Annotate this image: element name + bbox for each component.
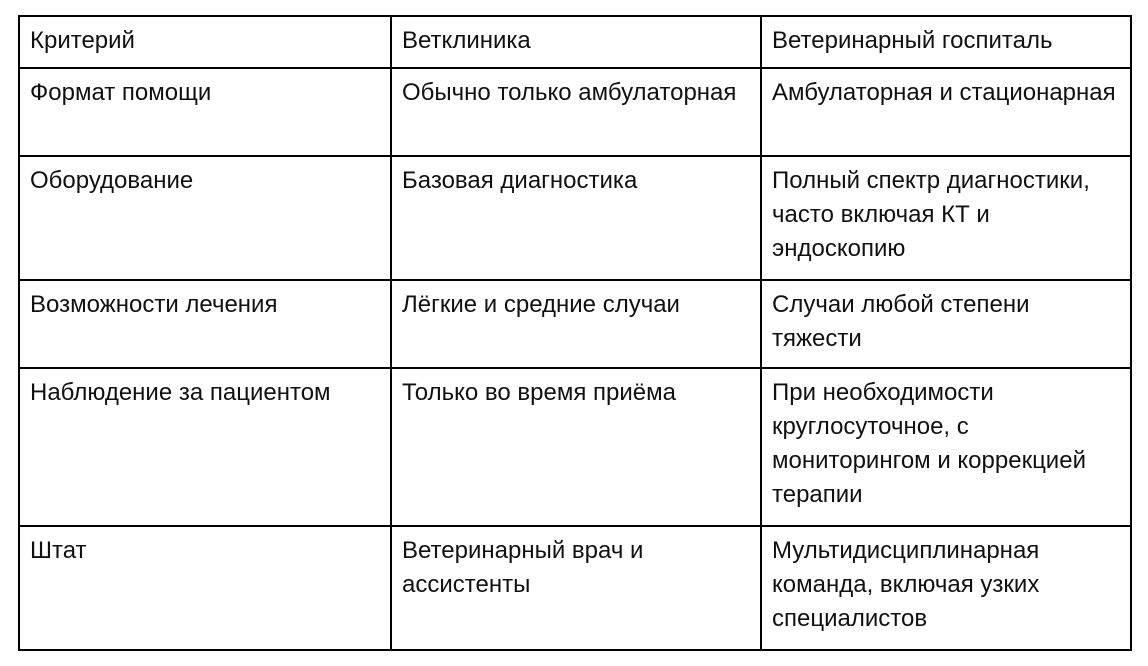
table-header-row — [19, 16, 1131, 68]
header-criterion: Критерий — [19, 16, 391, 68]
table-cell-clinic: Ветеринарный врач и ассистенты — [391, 526, 761, 650]
table-cell-criterion: Формат помощи — [19, 68, 391, 156]
table-cell-hospital: Амбулаторная и стационарная — [761, 68, 1131, 156]
table-row — [19, 156, 1131, 280]
table-row — [19, 68, 1131, 156]
comparison-table — [18, 15, 1132, 651]
table-cell-clinic: Только во время приёма — [391, 368, 761, 526]
table-cell-criterion: Штат — [19, 526, 391, 650]
header-vet-clinic: Ветклиника — [391, 16, 761, 68]
table-row — [19, 368, 1131, 526]
table-row — [19, 280, 1131, 368]
table-cell-hospital: Мультидисциплинарная команда, включая узких специалистов — [761, 526, 1131, 650]
table-cell-hospital: Случаи любой степени тяжести — [761, 280, 1131, 368]
table-cell-clinic: Лёгкие и средние случаи — [391, 280, 761, 368]
table-cell-criterion: Наблюдение за пациентом — [19, 368, 391, 526]
header-vet-hospital: Ветеринарный госпиталь — [761, 16, 1131, 68]
table-row — [19, 526, 1131, 650]
table-cell-clinic: Базовая диагностика — [391, 156, 761, 280]
table-cell-clinic: Обычно только амбулаторная — [391, 68, 761, 156]
table-cell-hospital: Полный спектр диагностики, часто включая КТ и эндоскопию — [761, 156, 1131, 280]
comparison-table-container — [18, 15, 1132, 651]
table-cell-hospital: При необходимости круглосуточное, с мониторингом и коррекцией терапии — [761, 368, 1131, 526]
table-cell-criterion: Возможности лечения — [19, 280, 391, 368]
table-cell-criterion: Оборудование — [19, 156, 391, 280]
